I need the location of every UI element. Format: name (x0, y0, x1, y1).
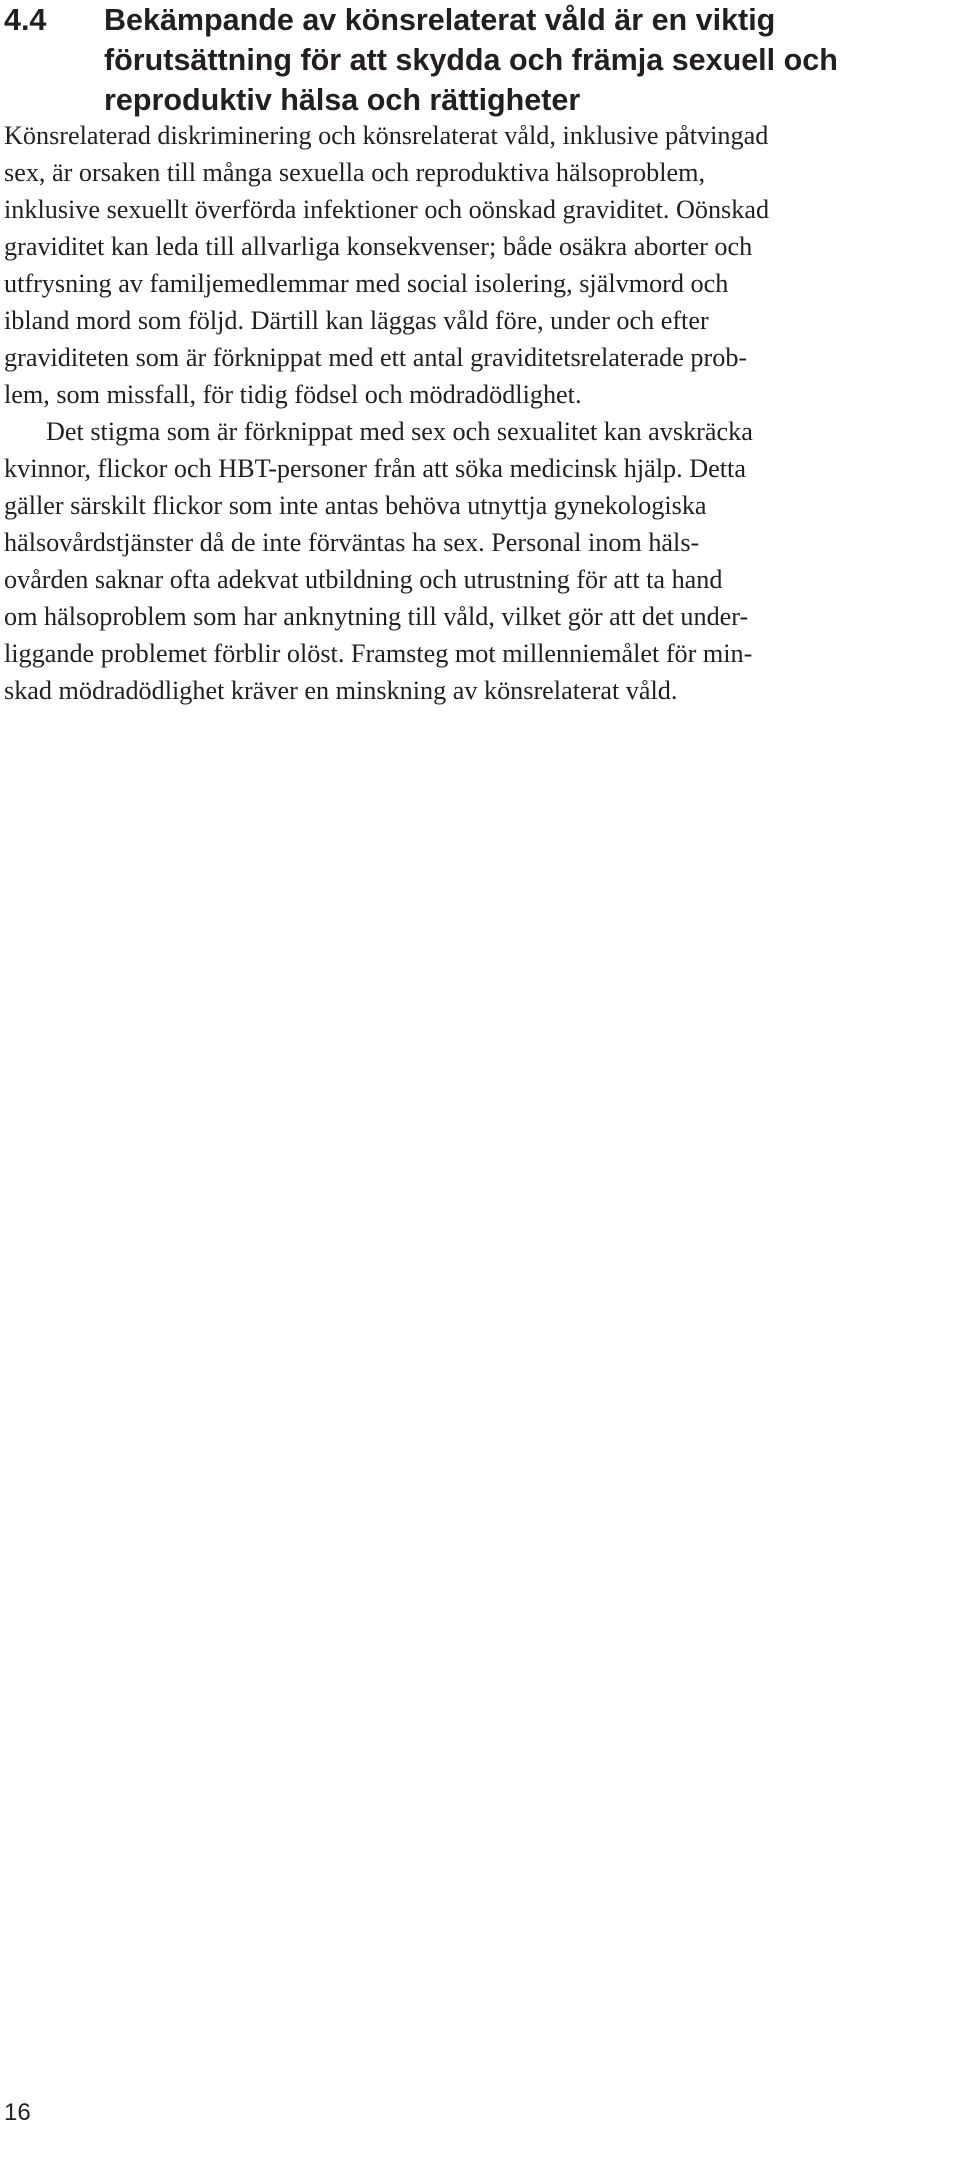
section-title-line: förutsättning för att skydda och främja sexuell och (104, 43, 838, 77)
text-line: graviditeten som är förknippat med ett antal graviditetsrelaterade prob- (4, 343, 748, 372)
text-line: ovården saknar ofta adekvat utbildning och utrustning för att ta hand (4, 565, 723, 594)
text-line: inklusive sexuellt överförda infektioner och oönskad graviditet. Oönskad (4, 195, 770, 224)
text-line: lem, som missfall, för tidig födsel och mödradödlighet. (4, 380, 582, 409)
paragraph-1 (4, 117, 956, 413)
text-line: skad mödradödlighet kräver en minskning av könsrelaterat våld. (4, 676, 678, 705)
section-heading (4, 0, 954, 120)
section-title-line: reproduktiv hälsa och rättigheter (104, 83, 581, 117)
text-line: liggande problemet förblir olöst. Framsteg mot millenniemålet för min- (4, 639, 753, 668)
text-line: gäller särskilt flickor som inte antas behöva utnyttja gynekologiska (4, 491, 707, 520)
text-line: Könsrelaterad diskriminering och könsrelaterat våld, inklusive påtvingad (4, 121, 769, 150)
section-title-line: Bekämpande av könsrelaterat våld är en viktig (104, 3, 776, 37)
text-line: Det stigma som är förknippat med sex och sexualitet kan avskräcka (46, 417, 753, 446)
text-line: sex, är orsaken till många sexuella och reproduktiva hälsoproblem, (4, 158, 706, 187)
text-line: om hälsoproblem som har anknytning till våld, vilket gör att det under- (4, 602, 749, 631)
text-line: utfrysning av familjemedlemmar med social isolering, självmord och (4, 269, 729, 298)
section-number: 4.4 (4, 3, 47, 37)
body-text (4, 117, 956, 709)
text-line: graviditet kan leda till allvarliga konsekvenser; både osäkra aborter och (4, 232, 753, 261)
text-line: kvinnor, flickor och HBT-personer från att söka medicinsk hjälp. Detta (4, 454, 746, 483)
text-line: ibland mord som följd. Därtill kan läggas våld före, under och efter (4, 306, 709, 335)
paragraph-2 (4, 413, 956, 709)
text-line: hälsovårdstjänster då de inte förväntas ha sex. Personal inom häls- (4, 528, 700, 557)
page-number: 16 (4, 2099, 31, 2126)
